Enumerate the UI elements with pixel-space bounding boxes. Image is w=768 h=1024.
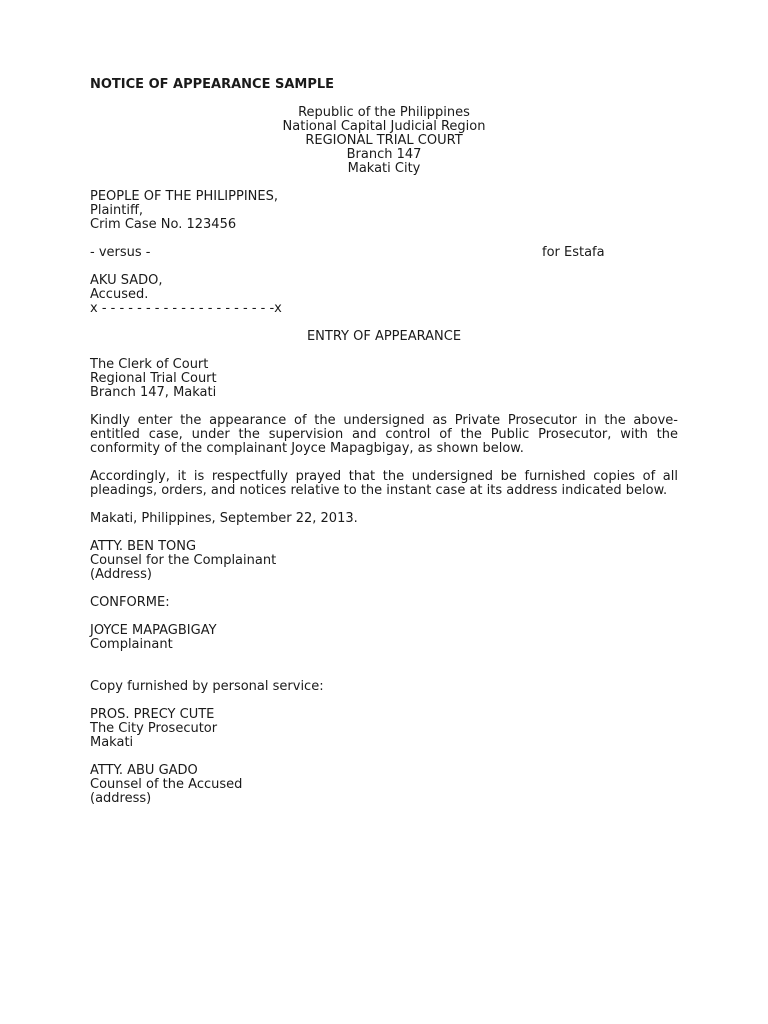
versus-row <box>90 246 678 260</box>
signatory-role: Counsel for the Complainant <box>90 553 277 568</box>
addressee-line: Regional Trial Court <box>90 371 217 386</box>
copy-furnished-block <box>90 680 678 806</box>
signatory-name: ATTY. BEN TONG <box>90 539 197 554</box>
conforme-role: Complainant <box>90 637 173 652</box>
versus-text: - versus - <box>90 245 151 260</box>
accused-name: AKU SADO, <box>90 273 163 288</box>
body-paragraph-2: Accordingly, it is respectfully prayed that the undersigned be furnished copies of all pleadings, orders, and notices relative to the instant case at its address indicated below. <box>90 469 678 498</box>
court-header-line: Branch 147 <box>346 147 422 162</box>
date-line: Makati, Philippines, September 22, 2013. <box>90 511 358 526</box>
addressee-block <box>90 358 678 400</box>
recipient-title: The City Prosecutor <box>90 721 218 736</box>
plaintiff-name: PEOPLE OF THE PHILIPPINES, <box>90 189 278 204</box>
entry-heading: ENTRY OF APPEARANCE <box>306 329 462 344</box>
charge-text: for Estafa <box>542 245 605 260</box>
signatory-block <box>90 540 678 582</box>
case-caption <box>90 190 678 316</box>
plaintiff-role: Plaintiff, <box>90 203 144 218</box>
court-header-line: REGIONAL TRIAL COURT <box>305 133 463 148</box>
addressee-line: The Clerk of Court <box>90 357 209 372</box>
court-header <box>90 106 678 176</box>
recipient-title: Counsel of the Accused <box>90 777 243 792</box>
recipient-location: (address) <box>90 791 152 806</box>
recipient-name: ATTY. ABU GADO <box>90 763 198 778</box>
recipient <box>90 708 678 750</box>
case-number: Crim Case No. 123456 <box>90 217 237 232</box>
copy-furnished-label: Copy furnished by personal service: <box>90 679 324 694</box>
conforme-block <box>90 596 678 652</box>
body-paragraph-1: Kindly enter the appearance of the undersigned as Private Prosecutor in the above-entitled case, under the supervision and control of the Public Prosecutor, with the conformity of the complainant Joyce Mapagbigay, as shown below. <box>90 413 678 456</box>
conforme-label: CONFORME: <box>90 595 170 610</box>
caption-separator: x - - - - - - - - - - - - - - - - - - - -x <box>90 301 282 316</box>
conforme-name: JOYCE MAPAGBIGAY <box>90 623 217 638</box>
recipient <box>90 764 678 806</box>
document-title: NOTICE OF APPEARANCE SAMPLE <box>90 77 335 92</box>
signatory-address: (Address) <box>90 567 152 582</box>
addressee-line: Branch 147, Makati <box>90 385 217 400</box>
court-header-line: Republic of the Philippines <box>298 105 470 120</box>
recipient-name: PROS. PRECY CUTE <box>90 707 215 722</box>
court-header-line: National Capital Judicial Region <box>282 119 486 134</box>
court-header-line: Makati City <box>347 161 421 176</box>
recipient-location: Makati <box>90 735 134 750</box>
accused-role: Accused. <box>90 287 149 302</box>
document-page <box>90 78 678 806</box>
